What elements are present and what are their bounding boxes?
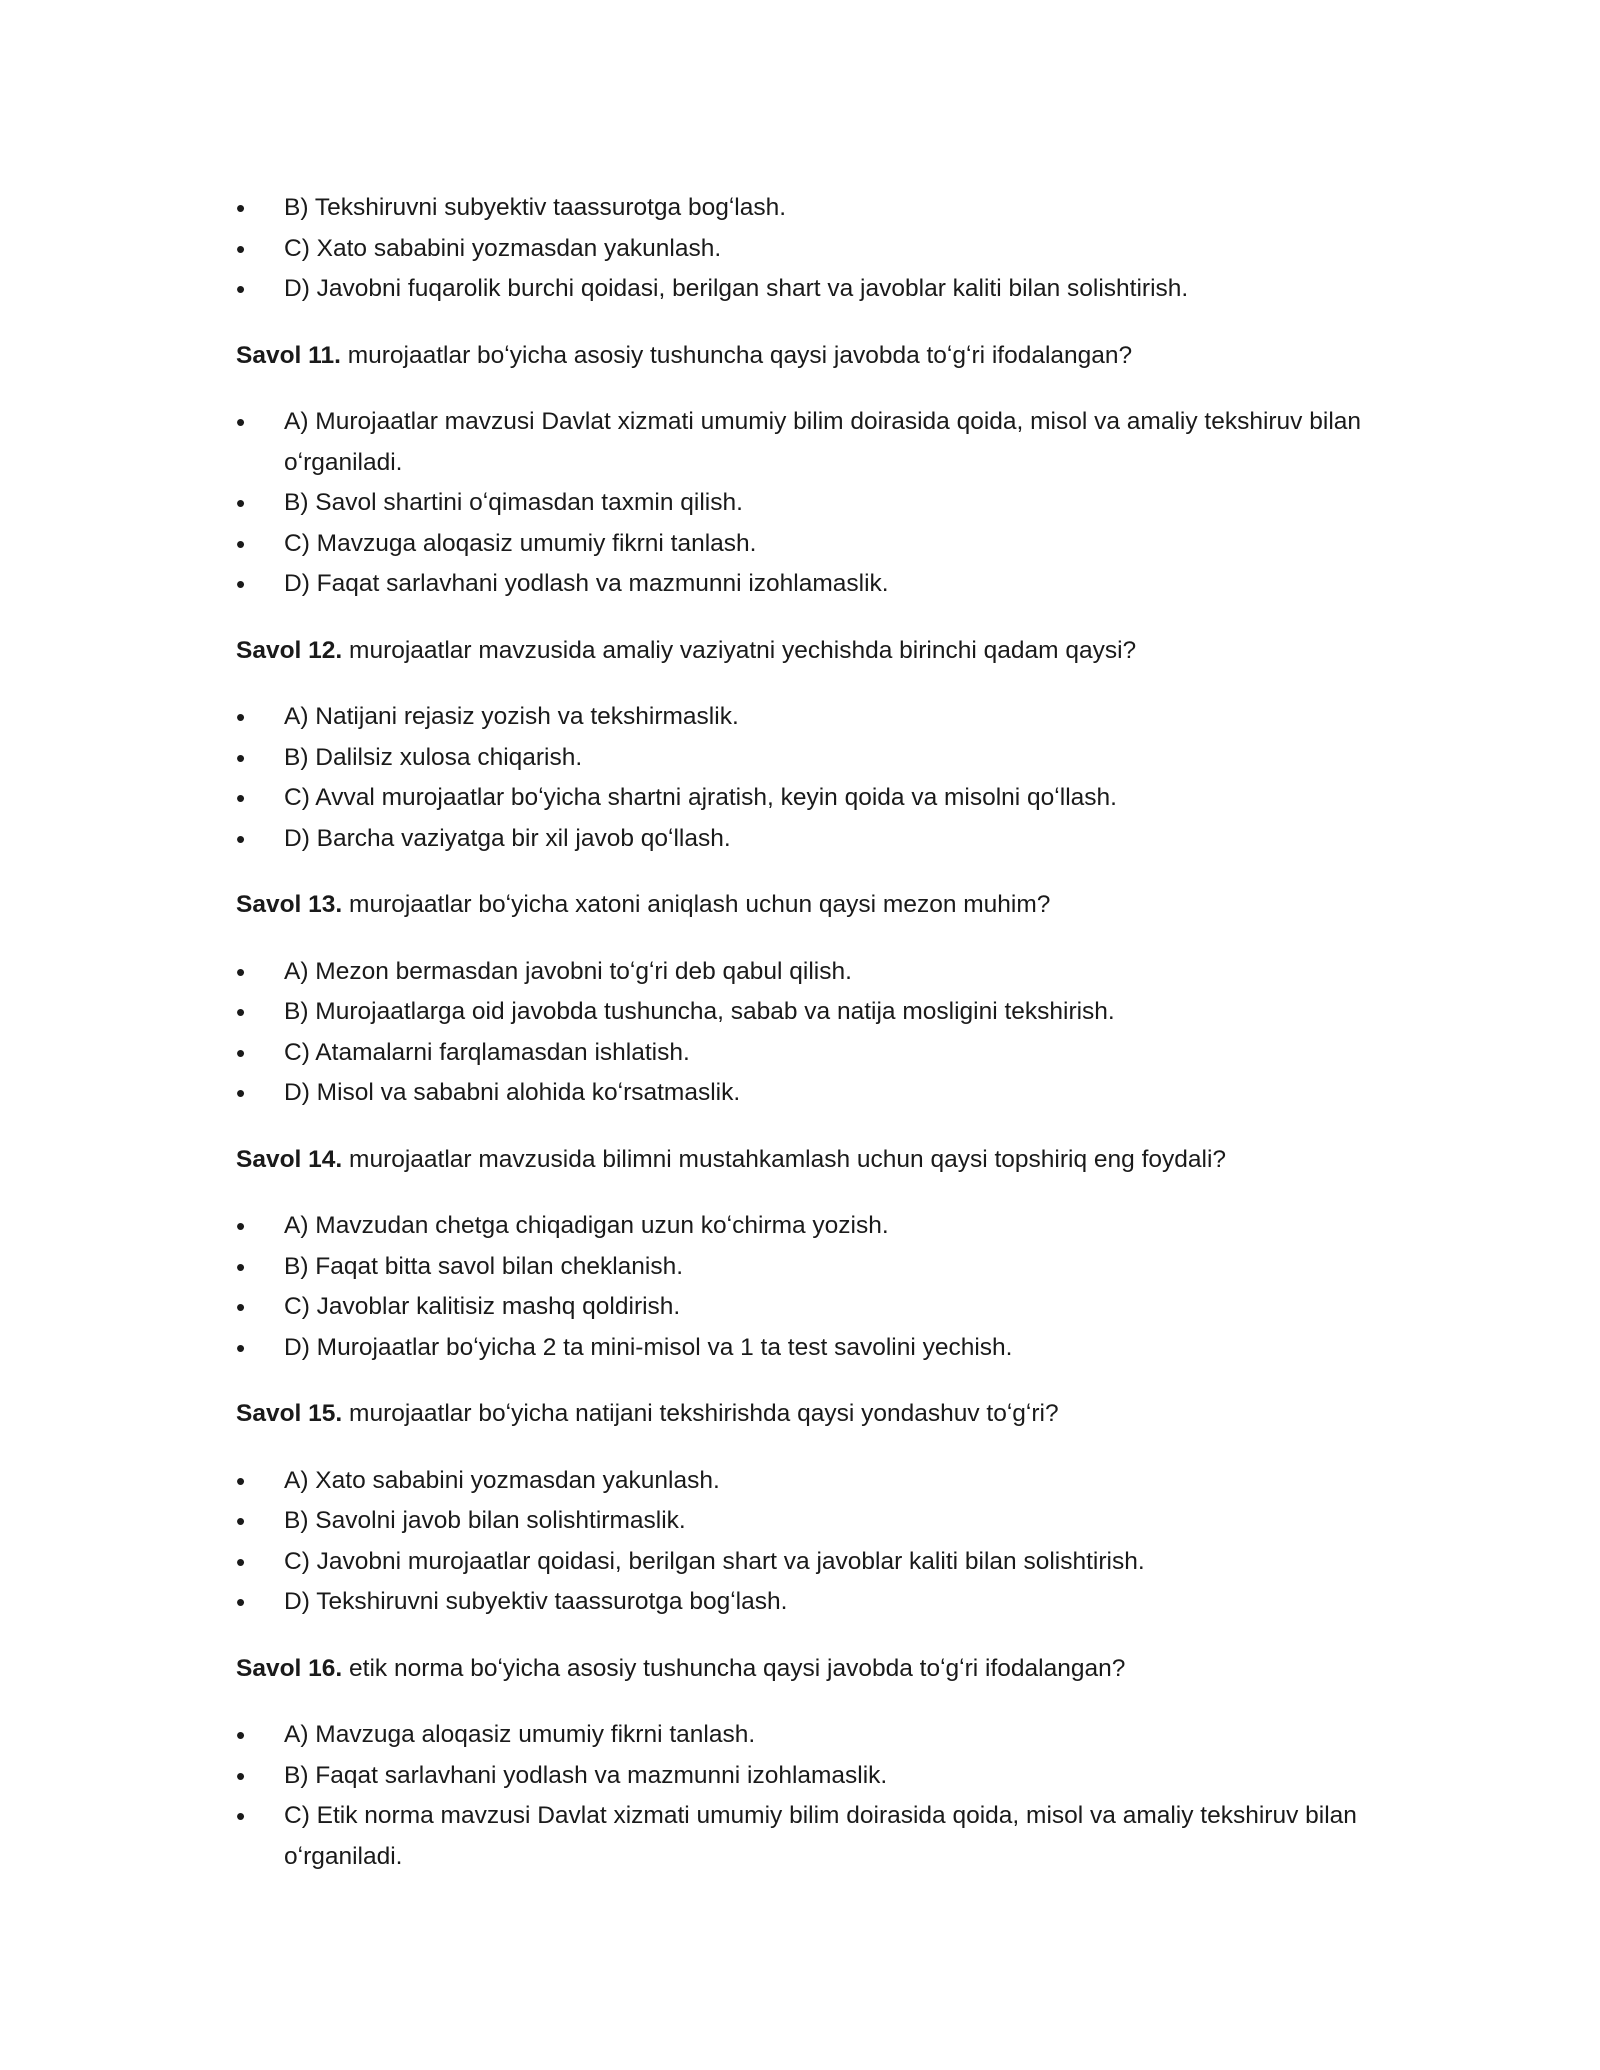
option-text: D) Misol va sababni alohida koʻrsatmaslik. [284,1079,741,1106]
option-text: C) Avval murojaatlar boʻyicha shartni ajratish, keyin qoida va misolni qoʻllash. [284,784,1117,811]
option-text: C) Etik norma mavzusi Davlat xizmati umumiy bilim doirasida qoida, misol va amaliy tekshiruv bilan oʻrganiladi. [284,1802,1357,1870]
option-item [236,1796,1376,1877]
question-text: murojaatlar mavzusida bilimni mustahkamlash uchun qaysi topshiriq eng foydali? [349,1145,1227,1173]
option-text: B) Murojaatlarga oid javobda tushuncha, sabab va natija mosligini tekshirish. [284,998,1115,1025]
option-item [236,1542,1376,1583]
option-text: C) Xato sababini yozmasdan yakunlash. [284,234,722,262]
option-item [236,778,1376,819]
question-label: Savol 11. [236,341,341,369]
option-text: C) Atamalarni farqlamasdan ishlatish. [284,1038,690,1066]
option-text: C) Mavzuga aloqasiz umumiy fikrni tanlash. [284,529,757,557]
bullet-icon: • [236,1211,246,1241]
option-item [236,738,1376,779]
option-list [236,952,1376,1114]
bullet-icon: • [236,1078,246,1108]
bullet-icon: • [236,193,246,223]
bullet-icon: • [236,783,246,813]
option-text: B) Tekshiruvni subyektiv taassurotga bogʻlash. [284,194,787,221]
bullet-icon: • [236,956,246,987]
option-text: C) Javoblar kalitisiz mashq qoldirish. [284,1293,681,1320]
option-list [236,697,1376,859]
option-item [236,188,1376,229]
option-text: D) Tekshiruvni subyektiv taassurotga bogʻlash. [284,1588,788,1615]
option-item [236,229,1376,270]
bullet-icon: • [236,1587,246,1617]
bullet-icon: • [236,1546,246,1577]
option-list [236,1715,1376,1877]
option-item [236,1206,1376,1247]
bullet-icon: • [236,1720,246,1750]
option-text: A) Mezon bermasdan javobni toʻgʻri deb qabul qilish. [284,957,852,985]
bullet-icon: • [236,569,246,599]
question-label: Savol 12. [236,636,343,664]
bullet-icon: • [236,1251,246,1282]
question-text: murojaatlar boʻyicha xatoni aniqlash uchun qaysi mezon muhim? [349,891,1051,918]
bullet-icon: • [236,1037,246,1068]
option-item [236,1715,1376,1756]
option-item [236,564,1376,605]
option-text: D) Javobni fuqarolik burchi qoidasi, berilgan shart va javoblar kaliti bilan solishtirish. [284,275,1189,302]
continuation-option-list [236,188,1376,310]
bullet-icon: • [236,274,246,304]
option-item [236,992,1376,1033]
option-item [236,1461,1376,1502]
option-text: B) Savolni javob bilan solishtirmaslik. [284,1507,686,1534]
option-text: D) Murojaatlar boʻyicha 2 ta mini-misol va 1 ta test savolini yechish. [284,1333,1013,1361]
option-list [236,402,1376,605]
option-item [236,1328,1376,1369]
question-heading [236,1649,1376,1690]
option-item [236,483,1376,524]
bullet-icon: • [236,488,246,518]
question-heading [236,1394,1376,1435]
option-item [236,1073,1376,1114]
option-list [236,1461,1376,1623]
bullet-icon: • [236,1801,246,1831]
option-list [236,1206,1376,1368]
option-item [236,1247,1376,1288]
question-text: murojaatlar boʻyicha natijani tekshirishda qaysi yondashuv toʻgʻri? [349,1400,1059,1427]
question-heading [236,336,1376,377]
option-text: B) Faqat bitta savol bilan cheklanish. [284,1252,684,1280]
question-text: murojaatlar mavzusida amaliy vaziyatni yechishda birinchi qadam qaysi? [349,636,1137,664]
option-text: A) Murojaatlar mavzusi Davlat xizmati umumiy bilim doirasida qoida, misol va amaliy tekshiruv bilan oʻrganiladi. [284,408,1362,476]
question-heading [236,885,1376,926]
option-text: B) Savol shartini oʻqimasdan taxmin qilish. [284,489,743,516]
bullet-icon: • [236,1332,246,1363]
option-text: A) Mavzuga aloqasiz umumiy fikrni tanlash. [284,1721,756,1748]
option-item [236,1033,1376,1074]
question-label: Savol 14. [236,1145,343,1173]
option-text: A) Natijani rejasiz yozish va tekshirmaslik. [284,703,739,730]
question-heading [236,1140,1376,1181]
option-text: A) Xato sababini yozmasdan yakunlash. [284,1466,720,1494]
document-content [236,188,1376,1877]
option-text: D) Barcha vaziyatga bir xil javob qoʻllash. [284,824,731,852]
question-label: Savol 15. [236,1400,343,1427]
question-heading [236,631,1376,672]
bullet-icon: • [236,528,246,559]
bullet-icon: • [236,233,246,264]
bullet-icon: • [236,997,246,1027]
bullet-icon: • [236,1465,246,1496]
option-item [236,819,1376,860]
question-text: murojaatlar boʻyicha asosiy tushuncha qaysi javobda toʻgʻri ifodalangan? [347,341,1133,369]
option-text: B) Dalilsiz xulosa chiqarish. [284,743,583,771]
option-item [236,402,1376,483]
option-item [236,1287,1376,1328]
option-item [236,524,1376,565]
question-label: Savol 16. [236,1654,343,1682]
bullet-icon: • [236,1292,246,1322]
option-text: B) Faqat sarlavhani yodlash va mazmunni izohlamaslik. [284,1761,888,1789]
bullet-icon: • [236,742,246,773]
option-item [236,697,1376,738]
bullet-icon: • [236,1506,246,1536]
bullet-icon: • [236,1760,246,1791]
option-item [236,1756,1376,1797]
option-item [236,269,1376,310]
option-text: C) Javobni murojaatlar qoidasi, berilgan shart va javoblar kaliti bilan solishtirish. [284,1547,1145,1575]
bullet-icon: • [236,702,246,732]
option-text: A) Mavzudan chetga chiqadigan uzun koʻchirma yozish. [284,1212,889,1239]
bullet-icon: • [236,823,246,854]
option-text: D) Faqat sarlavhani yodlash va mazmunni izohlamaslik. [284,570,889,597]
option-item [236,1582,1376,1623]
question-text: etik norma boʻyicha asosiy tushuncha qaysi javobda toʻgʻri ifodalangan? [349,1654,1126,1682]
option-item [236,952,1376,993]
option-item [236,1501,1376,1542]
bullet-icon: • [236,407,246,437]
question-label: Savol 13. [236,891,343,918]
